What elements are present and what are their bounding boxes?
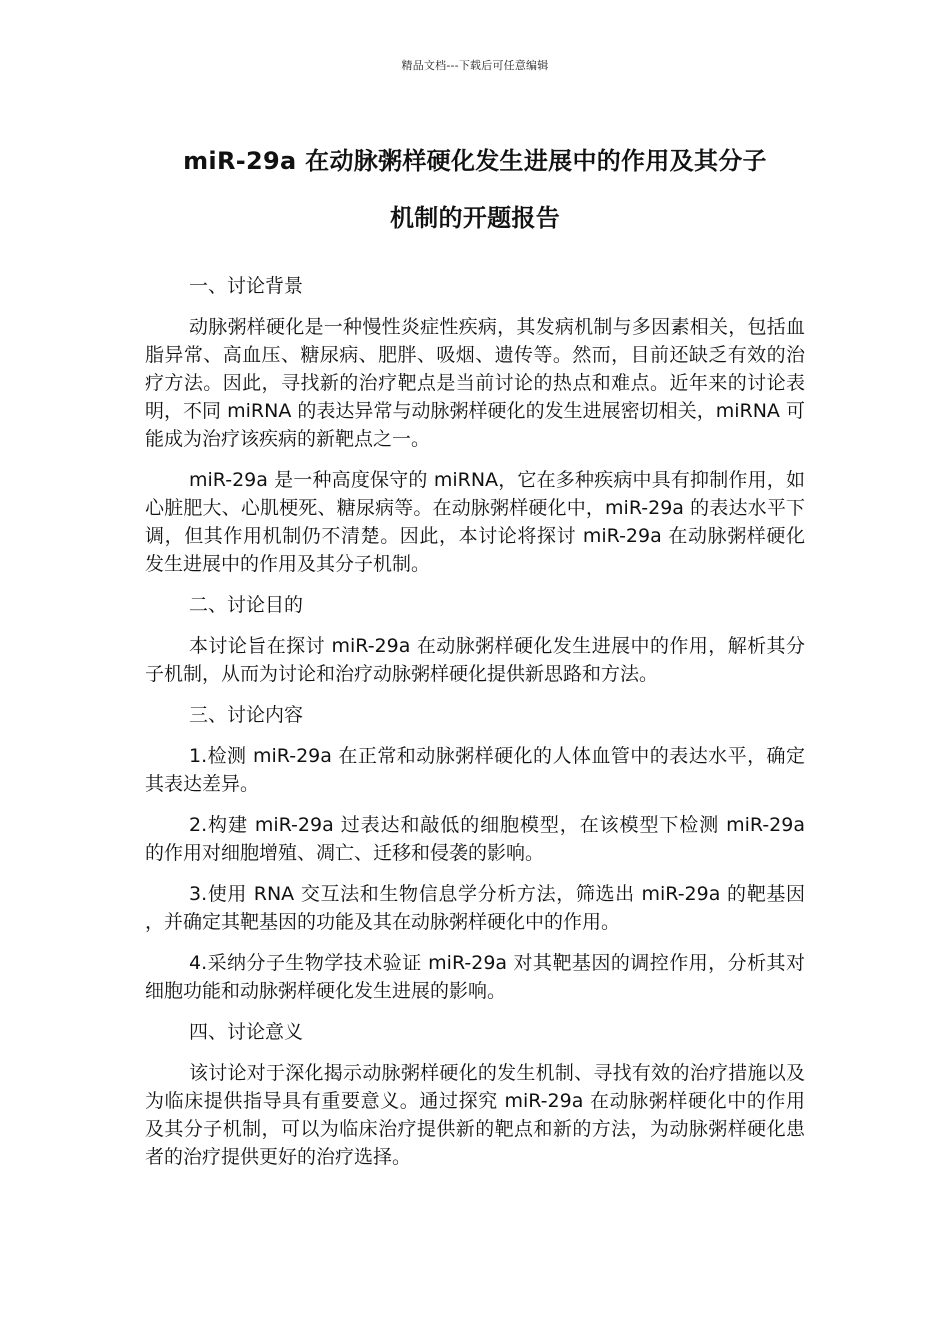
content-item-1: 1.检测 miR-29a 在正常和动脉粥样硬化的人体血管中的表达水平，确定其表达差异。 xyxy=(145,745,805,795)
section-heading-content: 三、讨论内容 xyxy=(189,704,304,726)
paragraph-significance: 该讨论对于深化揭示动脉粥样硬化的发生机制、寻找有效的治疗措施以及为临床提供指导具有重要意义。通过探究 miR-29a 在动脉粥样硬化中的作用及其分子机制，可以为临床治疗提供新的靶点和新的方法，为动脉粥样硬化患者的治疗提供更好的治疗选择。 xyxy=(145,1062,805,1168)
section-heading-significance: 四、讨论意义 xyxy=(189,1021,304,1043)
paragraph-background-2: miR-29a 是一种高度保守的 miRNA，它在多种疾病中具有抑制作用，如心脏肥大、心肌梗死、糖尿病等。在动脉粥样硬化中，miR-29a 的表达水平下调，但其作用机制仍不清楚。因此，本讨论将探讨 miR-29a 在动脉粥样硬化发生进展中的作用及其分子机制。 xyxy=(145,469,805,575)
document-title-line-1: miR-29a 在动脉粥样硬化发生进展中的作用及其分子 xyxy=(183,147,767,175)
content-item-4: 4.采纳分子生物学技术验证 miR-29a 对其靶基因的调控作用，分析其对细胞功能和动脉粥样硬化发生进展的影响。 xyxy=(145,952,805,1002)
document-body xyxy=(145,272,805,1184)
content-item-2: 2.构建 miR-29a 过表达和敲低的细胞模型，在该模型下检测 miR-29a 的作用对细胞增殖、凋亡、迁移和侵袭的影响。 xyxy=(145,814,805,864)
paragraph-purpose: 本讨论旨在探讨 miR-29a 在动脉粥样硬化发生进展中的作用，解析其分子机制，从而为讨论和治疗动脉粥样硬化提供新思路和方法。 xyxy=(145,635,805,685)
paragraph-background-1: 动脉粥样硬化是一种慢性炎症性疾病，其发病机制与多因素相关，包括血脂异常、高血压、糖尿病、肥胖、吸烟、遗传等。然而，目前还缺乏有效的治疗方法。因此，寻找新的治疗靶点是当前讨论的热点和难点。近年来的讨论表明，不同 miRNA 的表达异常与动脉粥样硬化的发生进展密切相关，miRNA 可能成为治疗该疾病的新靶点之一。 xyxy=(145,316,805,450)
content-item-3: 3.使用 RNA 交互法和生物信息学分析方法，筛选出 miR-29a 的靶基因，并确定其靶基因的功能及其在动脉粥样硬化中的作用。 xyxy=(145,883,805,933)
document-title-line-2: 机制的开题报告 xyxy=(389,204,561,232)
section-heading-background: 一、讨论背景 xyxy=(189,275,304,297)
section-heading-purpose: 二、讨论目的 xyxy=(189,594,304,616)
header-note: 精品文档---下载后可任意编辑 xyxy=(401,59,549,72)
